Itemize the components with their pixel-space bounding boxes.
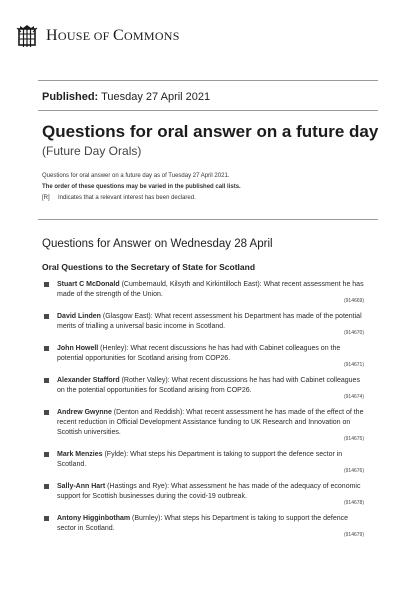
section-subheading: Oral Questions to the Secretary of State for Scotland bbox=[42, 262, 256, 272]
document-title: Questions for oral answer on a future day bbox=[42, 122, 379, 141]
question-text: (Hastings and Rye): What assessment he has made of the adequacy of economic support for Scottish businesses during the covid-19 outbreak. bbox=[57, 483, 361, 500]
section-heading: Questions for Answer on Wednesday 28 April bbox=[42, 238, 273, 250]
bullet-icon bbox=[44, 516, 49, 521]
question-text: (Denton and Reddish): What recent assessment he has made of the effect of the recent reduction in Official Development Assistance funding to UK Research and Innovation on Scottish universities. bbox=[57, 409, 364, 436]
interest-note-text: Indicates that a relevant interest has been declared. bbox=[58, 195, 196, 201]
masthead bbox=[16, 16, 180, 56]
member-name: Andrew Gwynne bbox=[57, 409, 112, 416]
published-label: Published: bbox=[42, 91, 99, 103]
question-ref: (914675) bbox=[343, 436, 364, 442]
question-text: (Fylde): What steps his Department is taking to support the defence sector in Scotland. bbox=[57, 451, 343, 468]
published-line bbox=[42, 91, 210, 103]
question-item bbox=[42, 344, 364, 369]
question-text: (Cumbernauld, Kilsyth and Kirkintilloch East): What recent assessment he has made of the strength of the Union. bbox=[57, 281, 364, 298]
intro-line: Questions for oral answer on a future day as of Tuesday 27 April 2021. bbox=[42, 173, 230, 179]
question-list bbox=[42, 280, 364, 546]
divider bbox=[38, 110, 378, 111]
interest-note bbox=[42, 193, 362, 204]
member-name: Stuart C McDonald bbox=[57, 281, 120, 288]
house-title: HOUSE OF COMMONS bbox=[46, 27, 180, 44]
intro-line-bold: The order of these questions may be varied in the published call lists. bbox=[42, 184, 241, 190]
bullet-icon bbox=[44, 314, 49, 319]
bullet-icon bbox=[44, 484, 49, 489]
question-item bbox=[42, 408, 364, 443]
question-text: (Rother Valley): What recent discussions he has had with Cabinet colleagues on the potential opportunities for Scotland arising from COP26. bbox=[57, 377, 360, 394]
published-date: Tuesday 27 April 2021 bbox=[98, 91, 211, 103]
question-ref: (914678) bbox=[343, 500, 364, 506]
question-ref: (914674) bbox=[343, 394, 364, 400]
question-ref: (914679) bbox=[343, 532, 364, 538]
bullet-icon bbox=[44, 282, 49, 287]
divider bbox=[38, 80, 378, 81]
divider bbox=[38, 219, 378, 220]
question-text: (Glasgow East): What recent assessment his Department has made of the potential merits of trialling a universal basic income in Scotland. bbox=[57, 313, 362, 330]
question-ref: (914670) bbox=[343, 330, 364, 336]
question-item bbox=[42, 482, 364, 507]
question-item bbox=[42, 376, 364, 401]
member-name: Mark Menzies bbox=[57, 451, 103, 458]
member-name: Antony Higginbotham bbox=[57, 515, 131, 522]
member-name: John Howell bbox=[57, 345, 99, 352]
bullet-icon bbox=[44, 346, 49, 351]
question-item bbox=[42, 514, 364, 539]
question-text: (Henley): What recent discussions he has had with Cabinet colleagues on the potential opportunities for Scotland arising from COP26. bbox=[57, 345, 341, 362]
question-ref: (914676) bbox=[343, 468, 364, 474]
question-text: (Burnley): What steps his Department is taking to support the defence sector in Scotland. bbox=[57, 515, 348, 532]
member-name: Sally-Ann Hart bbox=[57, 483, 106, 490]
bullet-icon bbox=[44, 452, 49, 457]
document-subtitle: (Future Day Orals) bbox=[42, 144, 142, 158]
interest-marker: [R] bbox=[42, 195, 50, 201]
question-ref: (914671) bbox=[343, 362, 364, 368]
intro-notes bbox=[42, 171, 362, 204]
question-item bbox=[42, 280, 364, 305]
question-ref: (914669) bbox=[343, 298, 364, 304]
bullet-icon bbox=[44, 378, 49, 383]
member-name: Alexander Stafford bbox=[57, 377, 120, 384]
portcullis-icon bbox=[16, 23, 38, 49]
member-name: David Linden bbox=[57, 313, 101, 320]
bullet-icon bbox=[44, 410, 49, 415]
question-item bbox=[42, 312, 364, 337]
question-item bbox=[42, 450, 364, 475]
